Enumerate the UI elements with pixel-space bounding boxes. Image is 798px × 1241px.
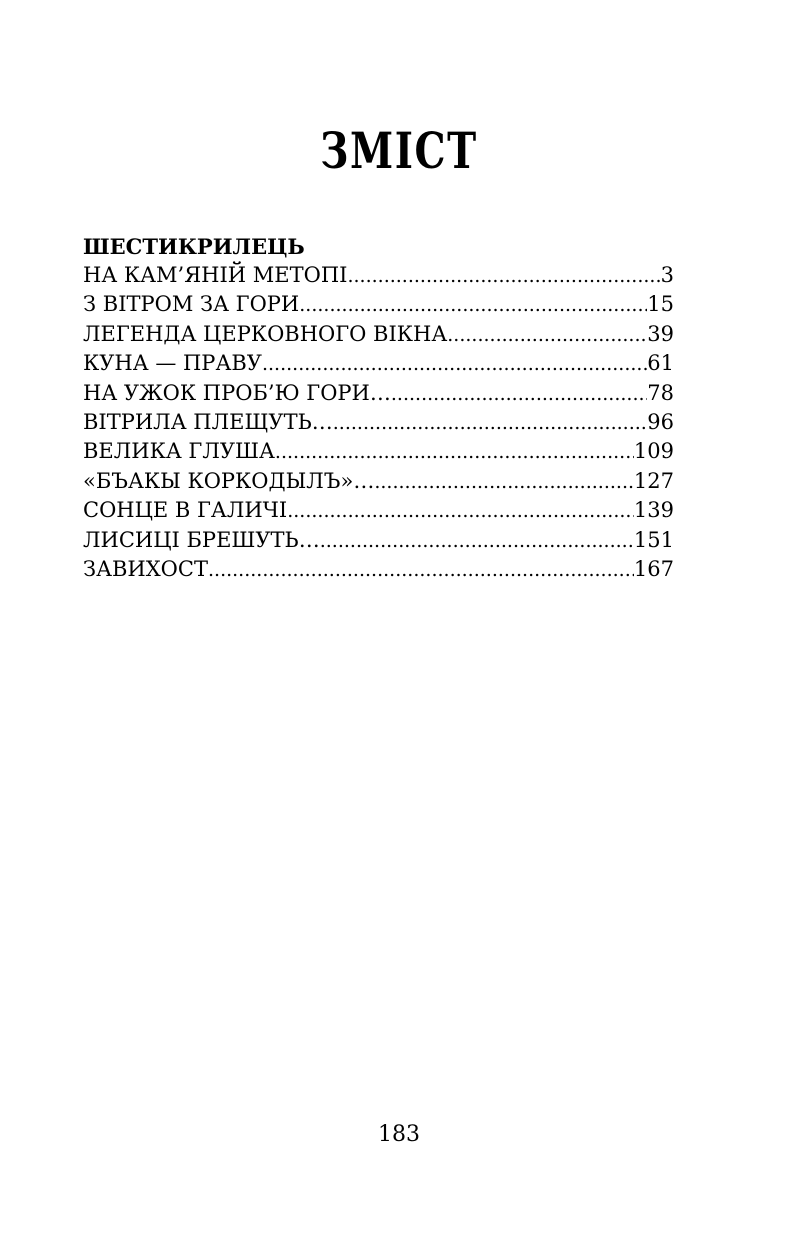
toc-entry[interactable]	[83, 408, 674, 437]
toc-entry[interactable]	[83, 555, 674, 584]
toc-entry-page: 39	[647, 321, 674, 346]
dot-leader	[447, 321, 647, 349]
toc-entry-title: СОНЦЕ В ГАЛИЧІ	[83, 498, 288, 523]
toc-list	[83, 261, 674, 584]
dot-leader	[374, 468, 634, 496]
toc-entry-page: 78	[647, 380, 674, 405]
dot-leader	[299, 291, 647, 319]
dot-leader	[262, 350, 647, 378]
toc-entry[interactable]	[83, 437, 674, 466]
toc-entry-title: ЗАВИХОСТ	[83, 556, 208, 581]
toc-entry-title: З ВІТРОМ ЗА ГОРИ	[83, 292, 300, 317]
toc-entry-page: 139	[633, 498, 674, 523]
toc-entry-title: «БЪАКЫ КОРКОДЫЛЪ»…	[83, 468, 375, 493]
section-heading: ШЕСТИКРИЛЕЦЬ	[83, 234, 305, 259]
table-of-contents	[83, 232, 674, 584]
toc-entry[interactable]	[83, 261, 674, 290]
dot-leader	[391, 380, 647, 408]
toc-entry-title: ВІТРИЛА ПЛЕЩУТЬ…	[83, 409, 333, 434]
toc-entry-title: НА КАМ’ЯНІЙ МЕТОПІ	[83, 263, 348, 287]
toc-entry-page: 61	[647, 351, 674, 376]
dot-leader	[347, 262, 660, 290]
dot-leader	[275, 438, 634, 466]
dot-leader	[333, 409, 648, 437]
toc-entry-title: ЛИСИЦІ БРЕШУТЬ…	[83, 527, 320, 552]
dot-leader	[208, 556, 634, 584]
page-title: ЗМІСТ	[320, 120, 478, 180]
toc-entry-page: 15	[647, 292, 674, 317]
toc-entry-page: 3	[660, 263, 674, 287]
toc-entry[interactable]	[83, 320, 674, 349]
toc-entry[interactable]	[83, 496, 674, 525]
toc-entry-title: НА УЖОК ПРОБ’Ю ГОРИ…	[83, 380, 391, 405]
toc-entry[interactable]	[83, 349, 674, 378]
toc-entry-title: ЛЕГЕНДА ЦЕРКОВНОГО ВІКНА	[83, 321, 448, 346]
toc-entry[interactable]	[83, 290, 674, 319]
toc-entry-title: КУНА — ПРАВУ	[83, 351, 262, 376]
toc-entry-page: 109	[633, 439, 674, 464]
dot-leader	[320, 527, 634, 555]
toc-entry-title: ВЕЛИКА ГЛУША	[83, 439, 275, 464]
toc-entry[interactable]	[83, 379, 674, 408]
toc-entry-page: 96	[647, 409, 674, 434]
page-number: 183	[378, 1122, 420, 1147]
toc-entry-page: 127	[633, 468, 674, 493]
toc-entry[interactable]	[83, 467, 674, 496]
toc-entry-page: 167	[633, 556, 674, 581]
toc-entry-page: 151	[633, 527, 674, 552]
toc-entry[interactable]	[83, 526, 674, 555]
dot-leader	[287, 497, 634, 525]
